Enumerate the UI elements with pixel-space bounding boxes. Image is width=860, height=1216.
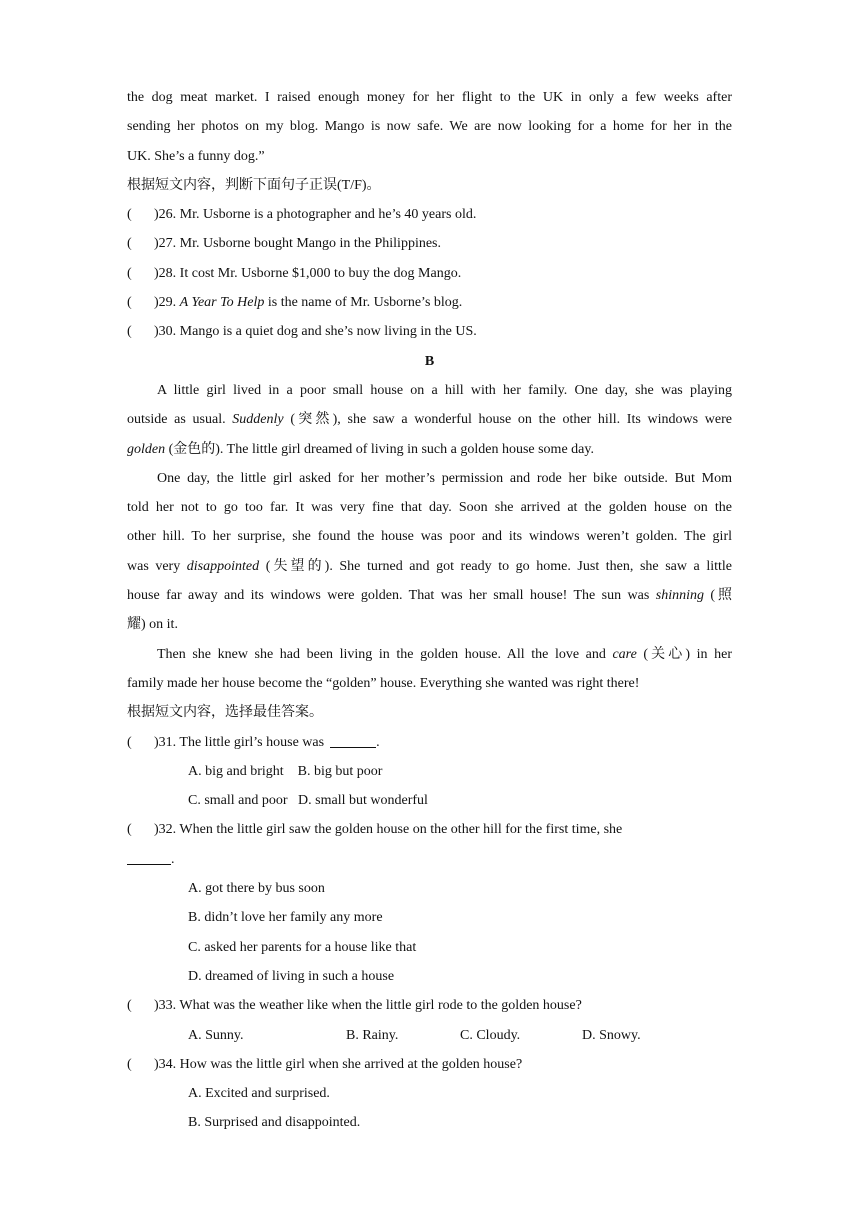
passage-line: A little girl lived in a poor small house on a hill with her family. One day, she was playing xyxy=(157,382,732,398)
answer-paren-open: ( xyxy=(127,734,132,750)
answer-paren-open: ( xyxy=(127,236,132,252)
question-26 xyxy=(127,200,732,229)
passage-line: sending her photos on my blog. Mango is now safe. We are now looking for a home for her in the xyxy=(127,119,732,135)
question-text: 28. It cost Mr. Usborne $1,000 to buy the dog Mango. xyxy=(158,265,462,281)
question-31: ( )31. The little girl’s house was . xyxy=(127,728,732,757)
passage-line: Then she knew she had been living in the golden house. All the love and care (关心) in her xyxy=(157,646,732,662)
answer-paren-close: ) xyxy=(154,295,159,311)
option-d: D. small but wonderful xyxy=(298,793,428,809)
question-33 xyxy=(127,991,732,1020)
answer-blank xyxy=(127,850,171,865)
answer-paren-open: ( xyxy=(127,207,132,223)
answer-paren-open: ( xyxy=(127,324,132,340)
answer-paren-close: ) xyxy=(154,822,159,838)
passage-line: other hill. To her surprise, she found the house was poor and its windows weren’t golden. The girl xyxy=(127,529,732,545)
passage-line: UK. She’s a funny dog.” xyxy=(127,148,265,164)
question-27 xyxy=(127,229,732,258)
answer-paren-close: ) xyxy=(154,265,159,281)
answer-paren-close: ) xyxy=(154,207,159,223)
option-c: C. asked her parents for a house like that xyxy=(188,939,417,955)
option-b: B. big but poor xyxy=(297,763,383,779)
answer-paren-open: ( xyxy=(127,822,132,838)
passage-line: family made her house become the “golden” house. Everything she wanted was right there! xyxy=(127,675,640,691)
question-text: 27. Mr. Usborne bought Mango in the Philippines. xyxy=(158,236,441,252)
passage-line: was very disappointed (失望的). She turned and got ready to go home. Just then, she saw a little xyxy=(127,558,732,574)
instruction-mc: 根据短文内容，选择最佳答案。 xyxy=(127,705,323,721)
options-row xyxy=(127,757,732,786)
passage-line: 耀) on it. xyxy=(127,617,178,633)
section-heading-b: B xyxy=(424,353,435,369)
instruction-tf: 根据短文内容，判断下面句子正误(T/F)。 xyxy=(127,177,381,193)
passage-line: told her not to go too far. It was very fine that day. Soon she arrived at the golden house on the xyxy=(127,500,732,516)
question-text: 26. Mr. Usborne is a photographer and he’s 40 years old. xyxy=(158,207,477,223)
answer-paren-close: ) xyxy=(154,324,159,340)
option-b: B. Surprised and disappointed. xyxy=(188,1115,361,1131)
option-d: D. dreamed of living in such a house xyxy=(188,968,395,984)
options-row xyxy=(127,1021,732,1050)
answer-paren-open: ( xyxy=(127,1056,132,1072)
question-32-continuation: . xyxy=(127,845,732,874)
answer-paren-close: ) xyxy=(154,998,159,1014)
vocab-word: disappointed xyxy=(186,558,260,574)
passage-line: outside as usual. Suddenly (突然), she saw a wonderful house on the other hill. Its windows were xyxy=(127,412,732,428)
answer-blank xyxy=(330,733,376,748)
document-page xyxy=(127,83,732,1138)
answer-paren-open: ( xyxy=(127,295,132,311)
question-30 xyxy=(127,317,732,346)
vocab-word: shinning xyxy=(655,588,704,604)
answer-paren-open: ( xyxy=(127,998,132,1014)
option-c: C. small and poor xyxy=(188,793,288,809)
question-text: 33. What was the weather like when the little girl rode to the golden house? xyxy=(158,998,582,1014)
passage-line: the dog meat market. I raised enough money for her flight to the UK in only a few weeks after xyxy=(127,90,732,105)
answer-paren-close: ) xyxy=(154,1056,159,1072)
answer-paren-open: ( xyxy=(127,265,132,281)
passage-line: house far away and its windows were golden. That was her small house! The sun was shinning (照 xyxy=(127,588,732,604)
vocab-word: care xyxy=(612,646,637,662)
question-34 xyxy=(127,1050,732,1079)
answer-paren-close: ) xyxy=(154,236,159,252)
option-a: A. big and bright xyxy=(188,763,284,779)
question-32 xyxy=(127,815,732,844)
question-text: 31. The little girl’s house was xyxy=(158,734,325,750)
option-a: A. Sunny. xyxy=(188,1027,244,1043)
question-28 xyxy=(127,259,732,288)
passage-line: golden (金色的). The little girl dreamed of living in such a golden house some day. xyxy=(127,441,594,457)
options-row xyxy=(127,786,732,815)
option-b: B. didn’t love her family any more xyxy=(188,910,383,926)
vocab-word: Suddenly xyxy=(232,412,284,428)
question-text: 34. How was the little girl when she arrived at the golden house? xyxy=(158,1056,523,1072)
passage-line: One day, the little girl asked for her mother’s permission and rode her bike outside. But Mom xyxy=(157,470,732,486)
answer-paren-close: ) xyxy=(154,734,159,750)
option-a: A. Excited and surprised. xyxy=(188,1086,330,1102)
vocab-word: golden xyxy=(127,441,166,457)
option-b: B. Rainy. xyxy=(346,1027,399,1043)
blog-title: A Year To Help xyxy=(179,295,265,311)
option-a: A. got there by bus soon xyxy=(188,881,325,897)
question-text: is the name of Mr. Usborne’s blog. xyxy=(264,295,463,311)
option-d: D. Snowy. xyxy=(582,1027,641,1043)
question-text: 32. When the little girl saw the golden house on the other hill for the first time, she xyxy=(158,822,623,838)
option-c: C. Cloudy. xyxy=(460,1027,521,1043)
question-text: 30. Mango is a quiet dog and she’s now living in the US. xyxy=(158,324,477,340)
question-number: 29. xyxy=(158,295,180,311)
question-29 xyxy=(127,288,732,317)
